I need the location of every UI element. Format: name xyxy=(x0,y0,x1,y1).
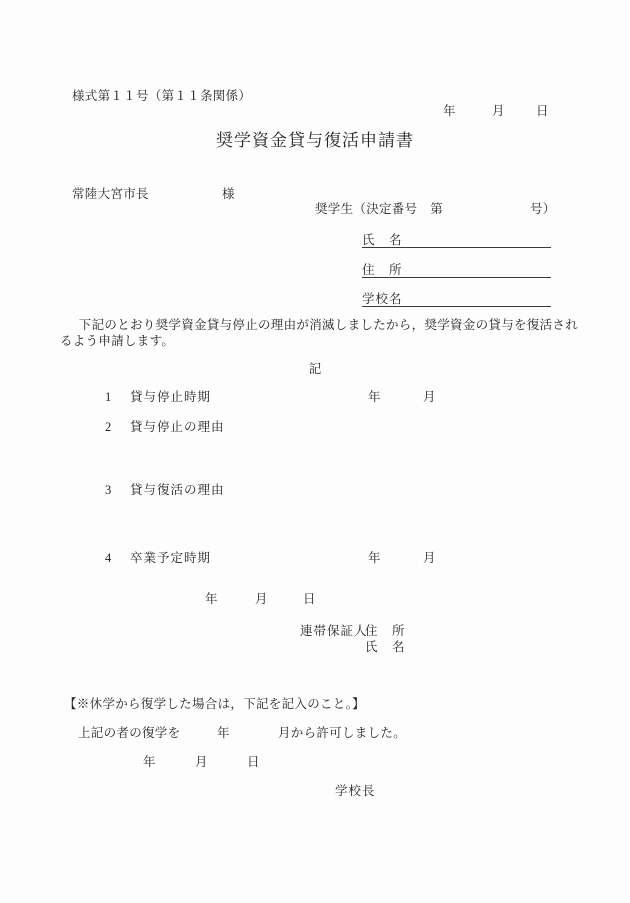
guarantor-address-label: 住 所 xyxy=(365,624,406,638)
name-field-label: 氏 名 xyxy=(362,233,403,247)
readmission-year-label: 年 xyxy=(217,726,230,740)
address-field-label: 住 所 xyxy=(362,263,403,277)
item-1-number: 1 xyxy=(105,390,112,404)
address-field-line xyxy=(362,260,551,278)
school-date-day-label: 日 xyxy=(247,755,260,769)
item-1-month-label: 月 xyxy=(423,390,436,404)
item-2-number: 2 xyxy=(105,420,112,434)
scholar-decision-number-suffix: 号） xyxy=(530,202,556,216)
item-4-year-label: 年 xyxy=(368,551,381,565)
name-field-line xyxy=(362,230,551,248)
readmission-sentence-suffix: 月から許可しました。 xyxy=(278,726,407,740)
list-heading-ki: 記 xyxy=(308,362,322,376)
header-date-month-label: 月 xyxy=(492,104,505,118)
guarantor-label: 連帯保証人 xyxy=(300,624,368,638)
item-4-label: 卒業予定時期 xyxy=(130,551,212,565)
item-2-label: 貸与停止の理由 xyxy=(130,420,225,434)
scholar-decision-number-prefix: 奨学生（決定番号 第 xyxy=(315,202,444,216)
school-date-year-label: 年 xyxy=(143,755,156,769)
document-title: 奨学資金貸与復活申請書 xyxy=(216,131,414,150)
addressee-name: 常陸大宮市長 xyxy=(72,187,149,201)
header-date-day-label: 日 xyxy=(536,104,549,118)
item-1-label: 貸与停止時期 xyxy=(130,390,212,404)
item-1-year-label: 年 xyxy=(368,390,381,404)
applicant-date-month-label: 月 xyxy=(255,592,268,606)
item-3-number: 3 xyxy=(105,483,112,497)
readmission-sentence-prefix: 上記の者の復学を xyxy=(78,726,181,740)
body-paragraph: 下記のとおり奨学資金貸与停止の理由が消滅しましたから，奨学資金の貸与を復活されるよう申請します。 xyxy=(60,318,579,349)
header-date-year-label: 年 xyxy=(443,104,456,118)
applicant-date-day-label: 日 xyxy=(303,592,316,606)
school-date-month-label: 月 xyxy=(195,755,208,769)
principal-label: 学校長 xyxy=(335,784,376,798)
item-4-month-label: 月 xyxy=(423,551,436,565)
school-field-label: 学校名 xyxy=(362,292,403,306)
school-field-line xyxy=(362,289,551,307)
item-4-number: 4 xyxy=(105,551,112,565)
addressee-honorific: 様 xyxy=(222,187,235,201)
form-number-label: 様式第１１号（第１１条関係） xyxy=(72,89,252,103)
applicant-date-year-label: 年 xyxy=(205,592,218,606)
item-3-label: 貸与復活の理由 xyxy=(130,483,225,497)
guarantor-name-label: 氏 名 xyxy=(365,640,406,654)
readmission-note-instruction: 【※休学から復学した場合は，下記を記入のこと。】 xyxy=(64,697,365,711)
